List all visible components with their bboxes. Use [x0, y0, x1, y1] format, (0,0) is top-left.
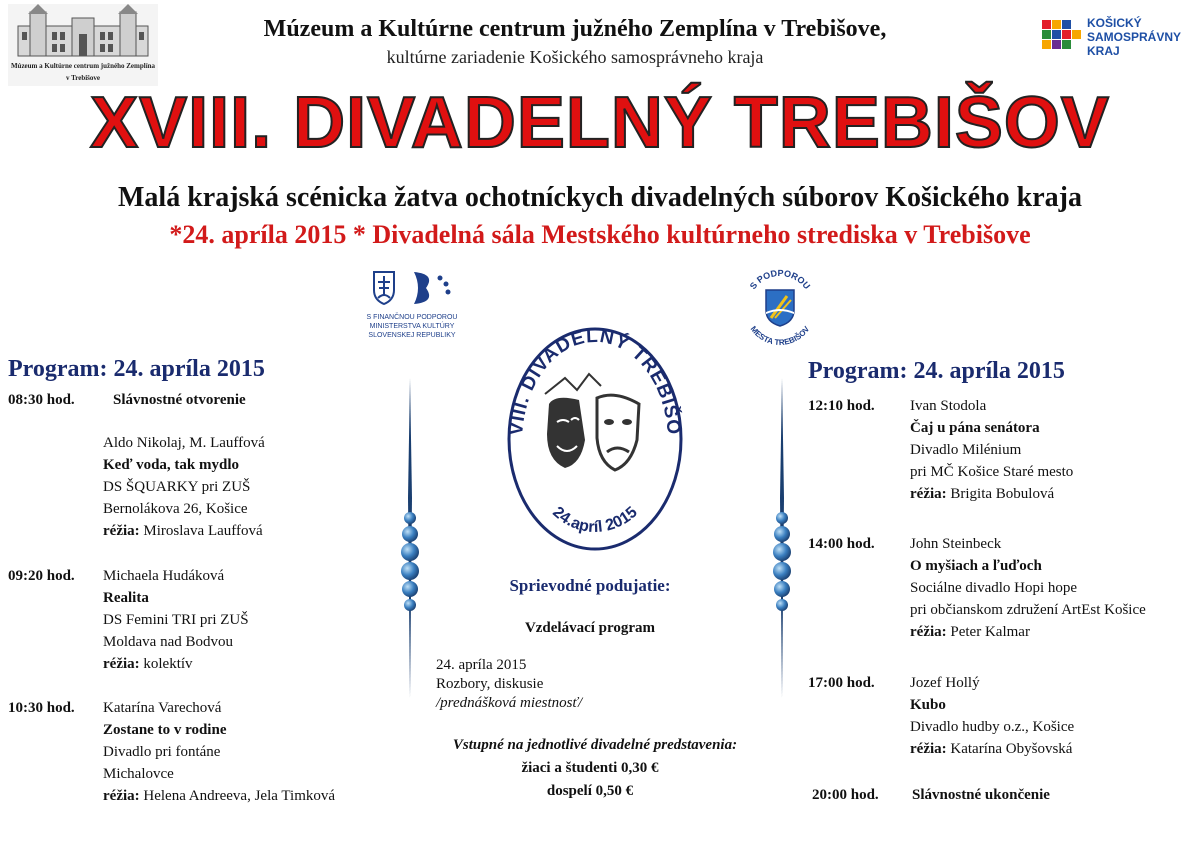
bead-ornament-left	[399, 378, 419, 703]
author: Ivan Stodola	[910, 398, 987, 414]
ensemble: Divadlo hudby o.z., Košice	[910, 719, 1075, 735]
director-label: réžia:	[103, 656, 140, 672]
town-trebisov-logo	[735, 262, 825, 352]
left-program-heading: Program: 24. apríla 2015	[8, 356, 265, 382]
program-entry	[910, 395, 1073, 505]
director: Brigita Bobulová	[950, 486, 1055, 502]
price-adults: dospelí 0,50 €	[546, 783, 634, 799]
ministry-caption-line: SLOVENSKEJ REPUBLIKY	[368, 332, 456, 339]
director-label: réžia:	[103, 523, 140, 539]
director-label: réžia:	[910, 486, 947, 502]
place: Moldava nad Bodvou	[103, 634, 233, 650]
organizer-subtitle: kultúrne zariadenie Košického samosprávneho kraja	[386, 47, 764, 67]
ensemble: DS ŠQUARKY pri ZUŠ	[103, 479, 251, 495]
play-title: Čaj u pána senátora	[910, 420, 1040, 436]
admission-title: Vstupné na jednotlivé divadelné predstavenia:	[452, 737, 738, 753]
play-title: O myšiach a ľuďoch	[910, 558, 1042, 574]
svg-text:Múzeum a Kultúrne centrum južn: Múzeum a Kultúrne centrum južného Zemplína	[10, 62, 156, 70]
ministry-caption-line: MINISTERSTVA KULTÚRY	[369, 323, 455, 330]
closing-title: Slávnostné ukončenie	[912, 787, 1050, 803]
organizer-title: Múzeum a Kultúrne centrum južného Zemplína v Trebišove,	[263, 16, 887, 42]
play-title: Kubo	[910, 697, 946, 713]
program-entry	[103, 565, 249, 675]
place: Bernolákova 26, Košice	[103, 501, 248, 517]
ksk-logo-text: KOŠICKÝ SAMOSPRÁVNY KRAJ	[1087, 16, 1182, 58]
author: Aldo Nikolaj, M. Lauffová	[103, 435, 265, 451]
director: Peter Kalmar	[950, 624, 1030, 640]
side-event-details	[436, 656, 582, 713]
director-label: réžia:	[103, 788, 140, 804]
festival-subtitle: Malá krajská scénicka žatva ochotníckych divadelných súborov Košického kraja	[118, 182, 1082, 213]
closing-time: 20:00 hod.	[812, 787, 879, 803]
festival-title: XVIII. DIVADELNÝ TREBIŠOV	[90, 83, 1110, 163]
right-program-heading: Program: 24. apríla 2015	[808, 358, 1065, 384]
side-event-desc: Rozbory, diskusie	[436, 676, 544, 692]
svg-text:MESTA TREBIŠOV: MESTA TREBIŠOV	[748, 324, 812, 348]
author: Katarína Varechová	[103, 700, 222, 716]
ensemble: Divadlo Milénium	[910, 442, 1022, 458]
entry-time: 17:00 hod.	[808, 675, 875, 691]
entry-time: 14:00 hod.	[808, 536, 875, 552]
director: Miroslava Lauffová	[143, 523, 263, 539]
program-entry	[103, 697, 335, 807]
play-title: Keď voda, tak mydlo	[103, 457, 240, 473]
svg-text:S PODPOROU: S PODPOROU	[747, 267, 813, 292]
director: Helena Andreeva, Jela Timková	[143, 788, 336, 804]
side-event-heading: Sprievodné podujatie:	[509, 576, 671, 595]
director: Katarína Obyšovská	[950, 741, 1073, 757]
festival-date-venue: *24. apríla 2015 * Divadelná sála Mestského kultúrneho strediska v Trebišove	[169, 220, 1031, 249]
author: John Steinbeck	[910, 536, 1002, 552]
program-entry	[103, 432, 265, 542]
festival-emblem	[500, 314, 690, 554]
entry-time: 10:30 hod.	[8, 700, 75, 716]
ensemble: Divadlo pri fontáne	[103, 744, 221, 760]
ministry-caption-line: S FINANČNOU PODPOROU	[366, 314, 458, 321]
director: kolektív	[143, 656, 193, 672]
director-label: réžia:	[910, 624, 947, 640]
side-event-date: 24. apríla 2015	[436, 657, 527, 673]
author: Jozef Hollý	[910, 675, 980, 691]
program-entry	[910, 533, 1146, 643]
entry-time: 09:20 hod.	[8, 568, 75, 584]
price-students: žiaci a študenti 0,30 €	[521, 760, 659, 776]
place: Michalovce	[103, 766, 174, 782]
program-entry	[910, 672, 1074, 760]
museum-logo	[8, 4, 158, 86]
side-event-title: Vzdelávací program	[524, 620, 656, 636]
play-title: Zostane to v rodine	[103, 722, 227, 738]
opening-title: Slávnostné otvorenie	[113, 392, 246, 408]
director-label: réžia:	[910, 741, 947, 757]
ensemble: Sociálne divadlo Hopi hope	[910, 580, 1078, 596]
ministry-of-culture-logo	[362, 268, 462, 340]
bead-ornament-right	[771, 378, 791, 703]
side-event-location: /prednášková miestnosť/	[436, 695, 583, 711]
entry-time: 12:10 hod.	[808, 398, 875, 414]
svg-text:XVIII. DIVADELNÝ TREBIŠOV: VIII. DIVADELNÝ TREBIŠO	[506, 325, 685, 437]
svg-text:v Trebišove: v Trebišove	[65, 74, 101, 82]
play-title: Realita	[103, 590, 149, 606]
opening-time: 08:30 hod.	[8, 392, 75, 408]
place: pri občianskom združení ArtEst Košice	[910, 602, 1146, 618]
place: pri MČ Košice Staré mesto	[910, 464, 1074, 480]
ensemble: DS Femini TRI pri ZUŠ	[103, 612, 249, 628]
svg-text:24.apríl 2015: 24.apríl 2015	[549, 503, 641, 537]
author: Michaela Hudáková	[103, 568, 225, 584]
